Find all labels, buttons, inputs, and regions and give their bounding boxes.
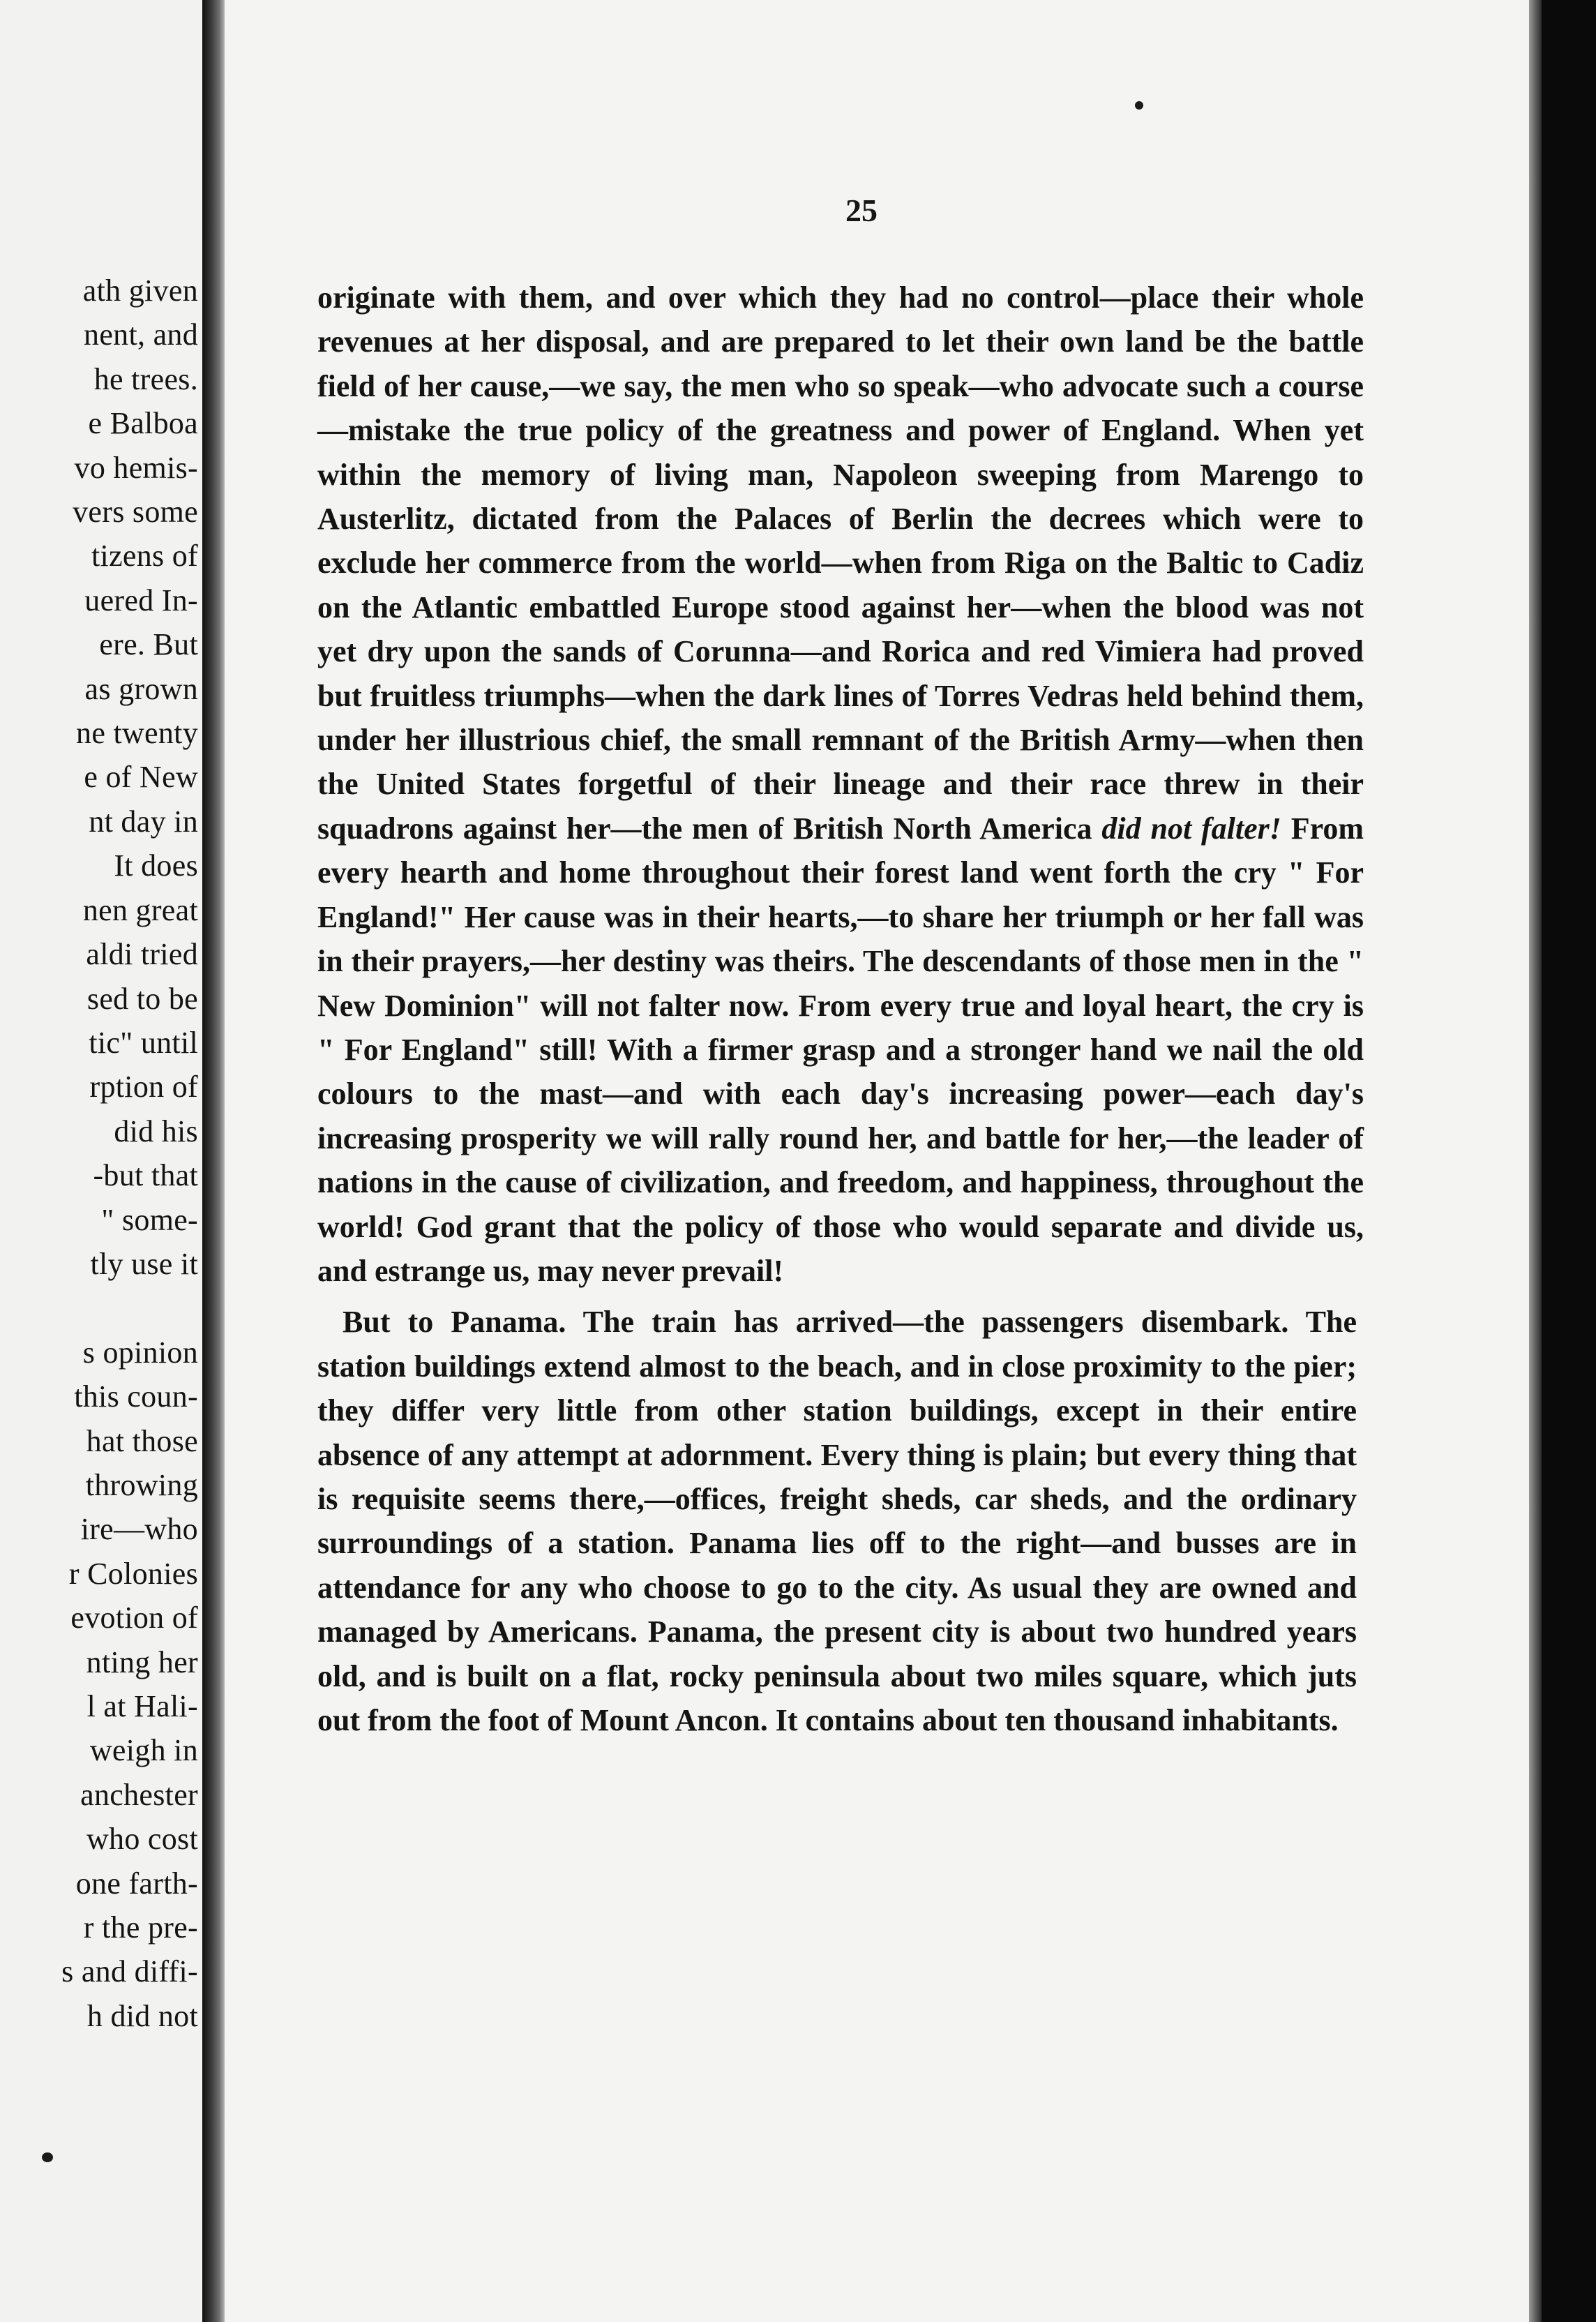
page-edge-shadow [1529,0,1542,2322]
paragraph-text: originate with them, and over which they had no control—place their whole revenues at her disposal, and are prepared to let their own land be the battle field of her cause,—we say, the men who so speak—who advocate such a course—mistake the true policy of the greatness and power of England. When yet within the memory of living man, Napoleon sweeping from Marengo to Austerlitz, dictated from the Palaces of Berlin the decrees which were to exclude her commerce from the world—when from Riga on the Baltic to Cadiz on the Atlantic embattled Europe stood against her—when the blood was not yet dry upon the sands of Corunna—and Rorica and red Vimiera had proved but fruitless triumphs—when the dark lines of Torres Vedras held behind them, under her illustrious chief, the small remnant of the British Army—when then the United States forgetful of their lineage and their race threw in their squadrons against her—the men of British North America [317,280,1364,846]
left-page-line: ne twenty [76,716,198,751]
left-page-line: nent, and [84,317,198,352]
emphasized-text: did not falter! [1101,811,1281,846]
left-page-line [61,1286,198,1330]
left-page-line: e Balboa [88,406,198,441]
left-page-line: It does [114,848,198,883]
paragraph: But to Panama. The train has arrived—the passengers disembark. The station buildings extend almost to the beach, and in close proximity to the pier; they differ very little from other station buildings, except in their entire absence of any attempt at adornment. Every thing is plain; but every thing that is requisite seems there,—offices, freight sheds, car sheds, and the ordinary surroundings of a station. Panama lies off to the right—and busses are in attendance for any who choose to go to the city. As usual they are owned and managed by Americans. Panama, the present city is about two hundred years old, and is built on a flat, rocky peninsula about two miles square, which juts out from the foot of Mount Ancon. It contains about ten thousand inhabitants. [317,1305,1357,1737]
left-page-line: nen great [82,892,198,927]
left-page-line: hat those [86,1423,198,1458]
body-text [317,276,1364,1742]
left-page-line: sed to be [86,981,198,1016]
left-page-line: -but that [93,1158,198,1193]
ink-speck [1135,101,1143,110]
left-page-line: did his [114,1114,198,1148]
left-page-line: he trees. [93,361,198,396]
left-page-line: as grown [84,671,198,706]
left-page-line: vo hemis- [74,450,198,485]
paragraph [317,276,1364,1293]
left-page-line: e of New [84,760,198,795]
left-page-line: this coun- [74,1379,198,1414]
left-page-line: r Colonies [68,1556,198,1591]
left-page-line: vers some [73,495,198,530]
left-page-line: weigh in [89,1733,198,1768]
left-page-line: tly use it [90,1246,198,1281]
left-page-line: evotion of [70,1601,198,1635]
left-page-line: ath given [82,274,198,308]
left-page-line: h did not [86,1998,198,2033]
left-page-line: r the pre- [83,1910,198,1945]
left-page-line: rption of [89,1070,198,1104]
paragraph-text: From every hearth and home throughout their forest land went forth the cry " For England!" Her cause was in their hearts,—to share her triumph or her fall was in their prayers,—her destiny was theirs. The descendants of those men in the " New Dominion" will not falter now. From every true and loyal heart, the cry is " For England" still! With a firmer grasp and a stronger hand we nail the old colours to the mast—and with each day's increasing power—each day's increasing prosperity we will rally round her, and battle for her,—the leader of nations in the cause of civilization, and freedom, and happiness, throughout the world! God grant that the policy of those who would separate and divide us, and estrange us, may never prevail! [317,811,1364,1288]
left-page-line: tic" until [89,1025,198,1060]
left-page-line: l at Hali- [86,1689,198,1723]
left-page-line: s opinion [82,1335,198,1370]
left-page-line: ere. But [99,627,198,662]
left-page-line: who cost [86,1822,198,1857]
left-page-line: nting her [86,1645,198,1679]
left-page-line: nt day in [89,804,198,839]
left-page-line: uered In- [84,583,198,617]
left-page-line: " some- [101,1202,198,1237]
left-page-line: ire—who [80,1512,198,1547]
left-page-line: throwing [85,1467,198,1502]
left-page-fragment [0,0,202,2322]
left-page-line: s and diffi- [61,1954,198,1989]
left-page-text-column [61,269,198,2038]
book-gutter [202,0,225,2322]
left-page-line: anchester [80,1777,198,1812]
page-number: 25 [845,193,878,228]
left-page-line: one farth- [75,1866,198,1901]
ink-speck [42,2152,53,2162]
left-page-line: tizens of [91,539,198,574]
left-page-line: aldi tried [86,937,198,972]
